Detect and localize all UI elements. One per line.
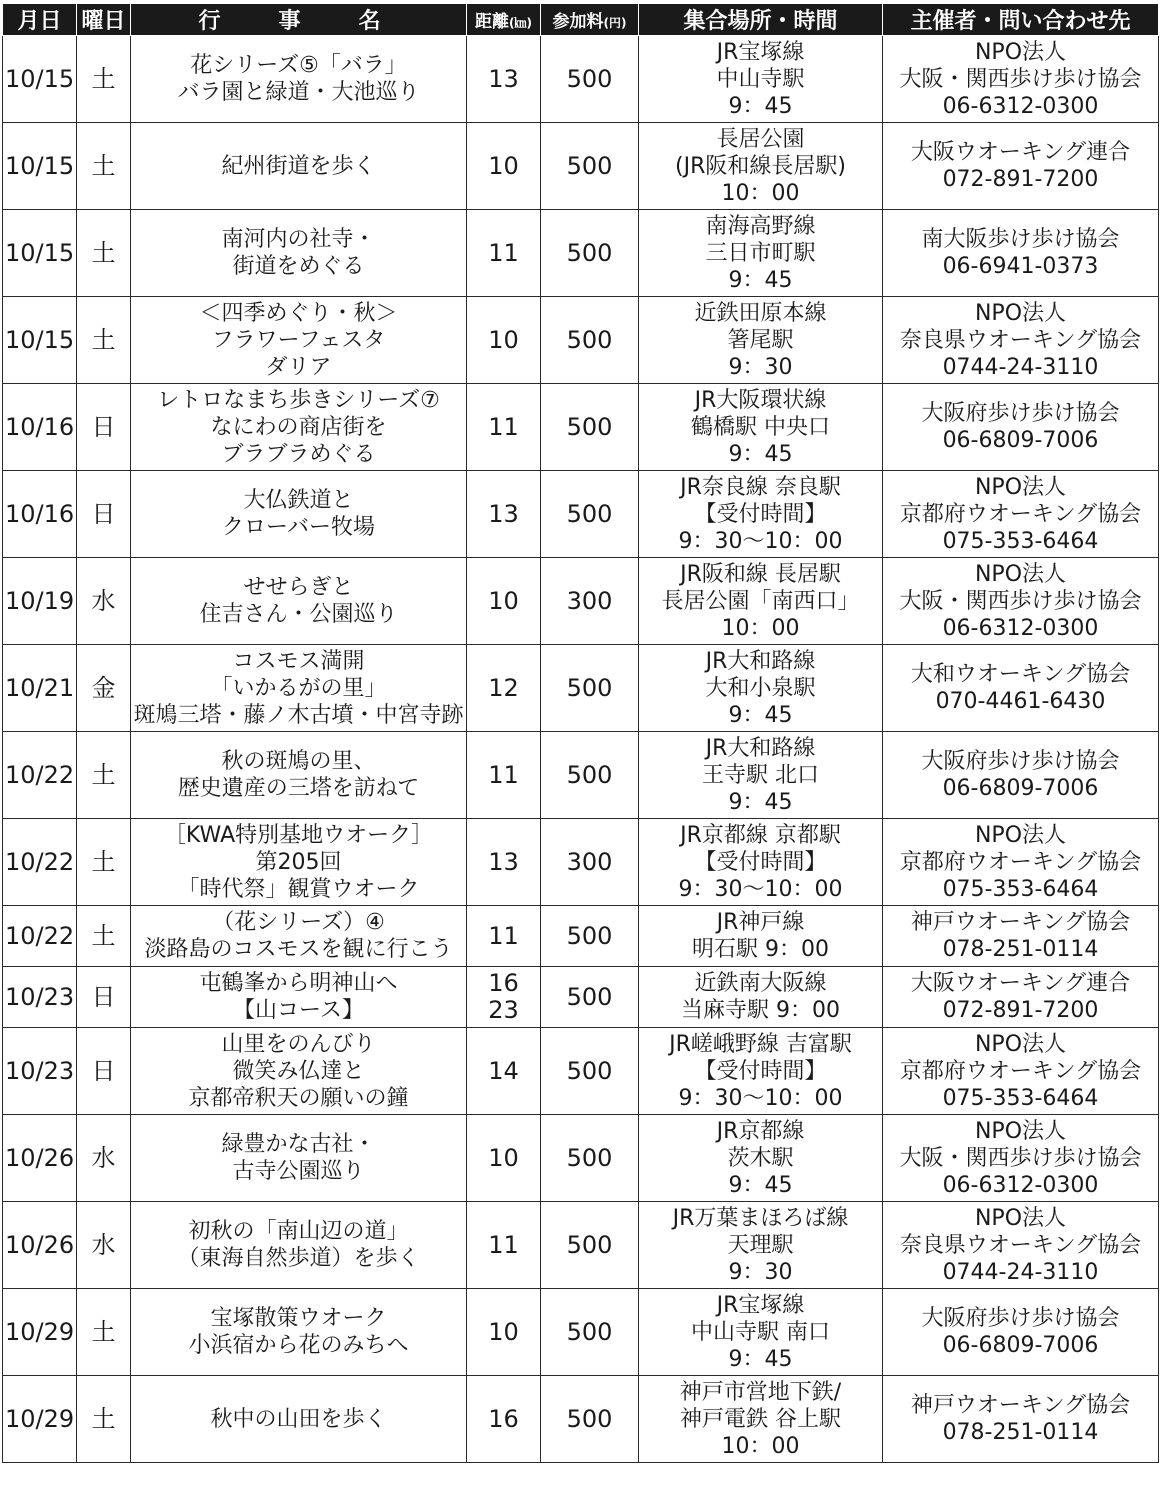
cell-organizer: NPO法人 奈良県ウオーキング協会 0744-24-3110 [883, 297, 1159, 384]
cell-date: 10/26 [3, 1115, 77, 1202]
table-row [3, 1202, 1159, 1289]
cell-fee: 500 [541, 1376, 639, 1463]
cell-weekday: 土 [77, 36, 131, 123]
cell-organizer: 大阪ウオーキング連合 072-891-7200 [883, 967, 1159, 1028]
table-header [3, 4, 1159, 36]
cell-date: 10/22 [3, 819, 77, 906]
cell-date: 10/19 [3, 558, 77, 645]
cell-fee: 500 [541, 297, 639, 384]
cell-place-time: JR万葉まほろば線 天理駅 9：30 [639, 1202, 883, 1289]
cell-fee: 500 [541, 906, 639, 967]
cell-event-name: 緑豊かな古社・ 古寺公園巡り [131, 1115, 467, 1202]
cell-weekday: 土 [77, 297, 131, 384]
cell-weekday: 土 [77, 819, 131, 906]
cell-place-time: 神戸市営地下鉄/ 神戸電鉄 谷上駅 10：00 [639, 1376, 883, 1463]
table-row [3, 210, 1159, 297]
header-weekday: 曜日 [77, 4, 131, 36]
cell-place-time: JR神戸線 明石駅 9：00 [639, 906, 883, 967]
cell-fee: 500 [541, 1115, 639, 1202]
cell-date: 10/15 [3, 210, 77, 297]
cell-fee: 300 [541, 819, 639, 906]
cell-organizer: NPO法人 京都府ウオーキング協会 075-353-6464 [883, 471, 1159, 558]
cell-date: 10/15 [3, 297, 77, 384]
cell-date: 10/16 [3, 471, 77, 558]
header-fee-label: 参加料 [552, 12, 604, 32]
table-row [3, 967, 1159, 1028]
table-row [3, 36, 1159, 123]
cell-organizer: NPO法人 大阪・関西歩け歩け協会 06-6312-0300 [883, 36, 1159, 123]
cell-place-time: JR大和路線 王寺駅 北口 9：45 [639, 732, 883, 819]
cell-organizer: NPO法人 奈良県ウオーキング協会 0744-24-3110 [883, 1202, 1159, 1289]
cell-organizer: NPO法人 京都府ウオーキング協会 075-353-6464 [883, 1028, 1159, 1115]
cell-distance: 10 [467, 1289, 541, 1376]
cell-place-time: JR大和路線 大和小泉駅 9：45 [639, 645, 883, 732]
table-row [3, 906, 1159, 967]
cell-date: 10/23 [3, 967, 77, 1028]
cell-weekday: 水 [77, 558, 131, 645]
cell-organizer: 神戸ウオーキング協会 078-251-0114 [883, 906, 1159, 967]
event-schedule-table [2, 3, 1159, 1463]
cell-event-name: ＜四季めぐり・秋＞ フラワーフェスタ ダリア [131, 297, 467, 384]
cell-organizer: 大和ウオーキング協会 070-4461-6430 [883, 645, 1159, 732]
cell-fee: 500 [541, 967, 639, 1028]
table-row [3, 1376, 1159, 1463]
cell-event-name: コスモス満開 「いかるがの里」 斑鳩三塔・藤ノ木古墳・中宮寺跡 [131, 645, 467, 732]
cell-fee: 500 [541, 36, 639, 123]
cell-date: 10/15 [3, 123, 77, 210]
cell-distance: 11 [467, 906, 541, 967]
cell-place-time: JR宝塚線 中山寺駅 南口 9：45 [639, 1289, 883, 1376]
table-row [3, 297, 1159, 384]
cell-distance: 11 [467, 1202, 541, 1289]
cell-organizer: NPO法人 京都府ウオーキング協会 075-353-6464 [883, 819, 1159, 906]
cell-organizer: 大阪府歩け歩け協会 06-6809-7006 [883, 1289, 1159, 1376]
cell-event-name: 秋の斑鳩の里、 歴史遺産の三塔を訪ねて [131, 732, 467, 819]
cell-weekday: 日 [77, 967, 131, 1028]
cell-place-time: JR阪和線 長居駅 長居公園「南西口」 10：00 [639, 558, 883, 645]
cell-fee: 500 [541, 384, 639, 471]
table-row [3, 384, 1159, 471]
cell-distance: 16 23 [467, 967, 541, 1028]
cell-fee: 500 [541, 471, 639, 558]
header-date: 月日 [3, 4, 77, 36]
cell-date: 10/15 [3, 36, 77, 123]
header-distance [467, 4, 541, 36]
cell-date: 10/29 [3, 1289, 77, 1376]
cell-weekday: 土 [77, 906, 131, 967]
cell-weekday: 水 [77, 1115, 131, 1202]
cell-fee: 500 [541, 1028, 639, 1115]
cell-event-name: 山里をのんびり 微笑み仏達と 京都帝釈天の願いの鐘 [131, 1028, 467, 1115]
header-fee [541, 4, 639, 36]
cell-weekday: 土 [77, 732, 131, 819]
header-distance-label: 距離 [475, 12, 509, 32]
cell-distance: 12 [467, 645, 541, 732]
cell-place-time: 長居公園 (JR阪和線長居駅) 10：00 [639, 123, 883, 210]
cell-weekday: 土 [77, 210, 131, 297]
cell-distance: 10 [467, 1115, 541, 1202]
cell-event-name: 秋中の山田を歩く [131, 1376, 467, 1463]
cell-fee: 500 [541, 645, 639, 732]
cell-place-time: JR宝塚線 中山寺駅 9：45 [639, 36, 883, 123]
cell-fee: 300 [541, 558, 639, 645]
cell-event-name: 大仏鉄道と クローバー牧場 [131, 471, 467, 558]
cell-date: 10/21 [3, 645, 77, 732]
cell-place-time: JR京都線 茨木駅 9：45 [639, 1115, 883, 1202]
cell-weekday: 水 [77, 1202, 131, 1289]
cell-organizer: 神戸ウオーキング協会 078-251-0114 [883, 1376, 1159, 1463]
cell-place-time: 南海高野線 三日市町駅 9：45 [639, 210, 883, 297]
cell-organizer: 南大阪歩け歩け協会 06-6941-0373 [883, 210, 1159, 297]
cell-fee: 500 [541, 123, 639, 210]
header-event-name: 行 事 名 [131, 4, 467, 36]
header-place-time: 集合場所・時間 [639, 4, 883, 36]
cell-distance: 13 [467, 471, 541, 558]
cell-place-time: JR奈良線 奈良駅 【受付時間】 9：30〜10：00 [639, 471, 883, 558]
header-fee-unit: (円) [603, 16, 627, 30]
header-distance-unit: (㎞) [509, 16, 532, 30]
cell-fee: 500 [541, 210, 639, 297]
cell-organizer: 大阪ウオーキング連合 072-891-7200 [883, 123, 1159, 210]
cell-organizer: 大阪府歩け歩け協会 06-6809-7006 [883, 384, 1159, 471]
cell-weekday: 日 [77, 384, 131, 471]
cell-distance: 11 [467, 384, 541, 471]
cell-distance: 10 [467, 558, 541, 645]
cell-event-name: ［KWA特別基地ウオーク］ 第205回 「時代祭」観賞ウオーク [131, 819, 467, 906]
cell-fee: 500 [541, 732, 639, 819]
cell-date: 10/16 [3, 384, 77, 471]
table-row [3, 123, 1159, 210]
cell-weekday: 土 [77, 1376, 131, 1463]
cell-distance: 11 [467, 732, 541, 819]
table-row [3, 1289, 1159, 1376]
table-body [3, 36, 1159, 1463]
cell-distance: 10 [467, 297, 541, 384]
cell-organizer: NPO法人 大阪・関西歩け歩け協会 06-6312-0300 [883, 1115, 1159, 1202]
header-row [3, 4, 1159, 36]
cell-date: 10/26 [3, 1202, 77, 1289]
cell-distance: 13 [467, 36, 541, 123]
table-row [3, 1028, 1159, 1115]
cell-date: 10/23 [3, 1028, 77, 1115]
cell-place-time: JR京都線 京都駅 【受付時間】 9：30〜10：00 [639, 819, 883, 906]
cell-event-name: 宝塚散策ウオーク 小浜宿から花のみちへ [131, 1289, 467, 1376]
cell-event-name: 花シリーズ⑤「バラ」 バラ園と緑道・大池巡り [131, 36, 467, 123]
cell-event-name: 屯鶴峯から明神山へ 【山コース】 [131, 967, 467, 1028]
table-row [3, 645, 1159, 732]
table-row [3, 558, 1159, 645]
cell-fee: 500 [541, 1289, 639, 1376]
cell-event-name: せせらぎと 住吉さん・公園巡り [131, 558, 467, 645]
header-organizer: 主催者・問い合わせ先 [883, 4, 1159, 36]
cell-place-time: 近鉄南大阪線 当麻寺駅 9：00 [639, 967, 883, 1028]
cell-event-name: 南河内の社寺・ 街道をめぐる [131, 210, 467, 297]
cell-event-name: 紀州街道を歩く [131, 123, 467, 210]
cell-distance: 10 [467, 123, 541, 210]
cell-distance: 13 [467, 819, 541, 906]
cell-weekday: 日 [77, 471, 131, 558]
cell-fee: 500 [541, 1202, 639, 1289]
cell-distance: 11 [467, 210, 541, 297]
cell-date: 10/22 [3, 906, 77, 967]
cell-event-name: （花シリーズ）④ 淡路島のコスモスを観に行こう [131, 906, 467, 967]
table-row [3, 732, 1159, 819]
cell-distance: 14 [467, 1028, 541, 1115]
cell-weekday: 日 [77, 1028, 131, 1115]
cell-event-name: 初秋の「南山辺の道」 （東海自然歩道）を歩く [131, 1202, 467, 1289]
table-row [3, 471, 1159, 558]
cell-weekday: 金 [77, 645, 131, 732]
cell-event-name: レトロなまち歩きシリーズ⑦ なにわの商店街を ブラブラめぐる [131, 384, 467, 471]
cell-place-time: JR大阪環状線 鶴橋駅 中央口 9：45 [639, 384, 883, 471]
cell-place-time: JR嵯峨野線 吉富駅 【受付時間】 9：30〜10：00 [639, 1028, 883, 1115]
cell-weekday: 土 [77, 1289, 131, 1376]
cell-place-time: 近鉄田原本線 箸尾駅 9：30 [639, 297, 883, 384]
cell-weekday: 土 [77, 123, 131, 210]
cell-date: 10/29 [3, 1376, 77, 1463]
table-row [3, 819, 1159, 906]
cell-distance: 16 [467, 1376, 541, 1463]
cell-date: 10/22 [3, 732, 77, 819]
cell-organizer: 大阪府歩け歩け協会 06-6809-7006 [883, 732, 1159, 819]
cell-organizer: NPO法人 大阪・関西歩け歩け協会 06-6312-0300 [883, 558, 1159, 645]
table-row [3, 1115, 1159, 1202]
